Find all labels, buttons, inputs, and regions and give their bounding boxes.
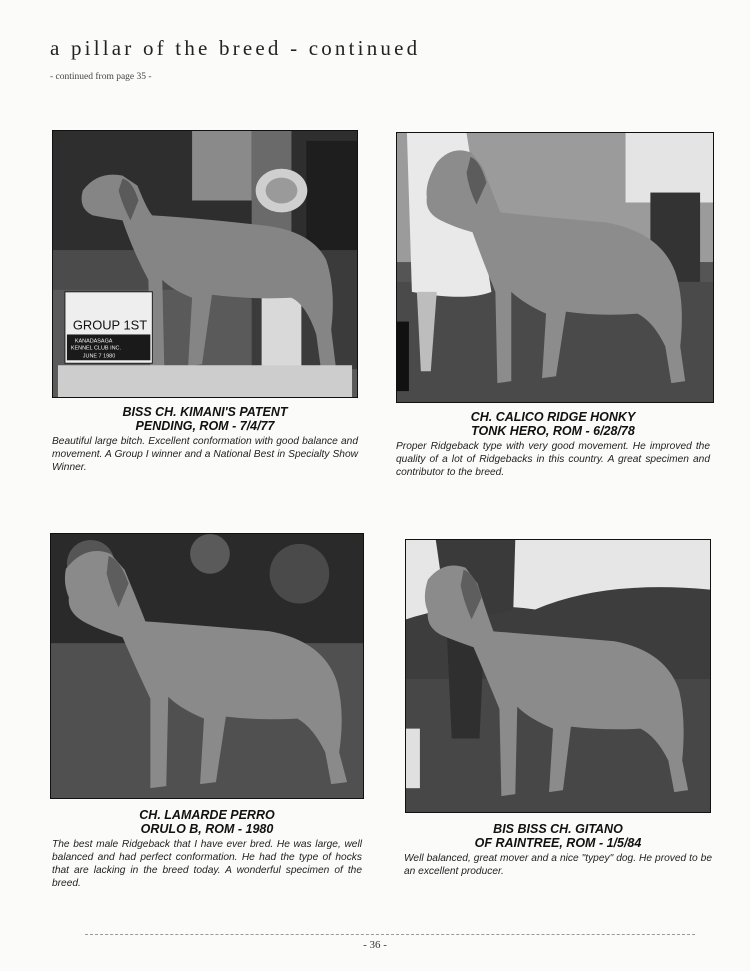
caption-title-line1: CH. LAMARDE PERRO: [139, 808, 275, 822]
dog-photo-1: [53, 131, 357, 397]
caption-title: [396, 410, 710, 438]
sign-line-1: KANADASAGA: [74, 338, 113, 345]
caption-title-line2: OF RAINTREE, ROM - 1/5/84: [474, 836, 642, 850]
caption-title-line2: ORULO B, ROM - 1980: [140, 822, 274, 836]
caption-calico-ridge: [396, 410, 710, 479]
page-title: a pillar of the breed - continued: [50, 36, 421, 60]
photo-lamarde: [50, 533, 364, 799]
caption-title-line2: PENDING, ROM - 7/4/77: [135, 419, 275, 433]
caption-title: [52, 808, 362, 836]
photo-kimani: [52, 130, 358, 398]
page-number: - 36 -: [363, 939, 387, 951]
photo-calico-ridge: [396, 132, 714, 403]
caption-body: Beautiful large bitch. Excellent conformation with good balance and movement. A Group I winner and a National Best in Specialty Show Winner.: [52, 436, 358, 473]
caption-title-line1: CH. CALICO RIDGE HONKY: [470, 410, 636, 424]
caption-kimani: [52, 405, 358, 474]
caption-title: [52, 405, 358, 433]
continued-note: - continued from page 35 -: [50, 72, 152, 82]
caption-lamarde: [52, 808, 362, 890]
sign-line-3: JUNE 7 1980: [82, 353, 116, 360]
photo-gitano: [405, 539, 711, 813]
dog-photo-4: [406, 540, 710, 812]
sign-line-2: KENNEL CLUB INC.: [70, 345, 122, 352]
caption-title-line2: TONK HERO, ROM - 6/28/78: [471, 424, 635, 438]
caption-title: [404, 822, 712, 850]
caption-body: Well balanced, great mover and a nice "typey" dog. He proved to be an excellent producer.: [404, 853, 712, 877]
sign-group-text: GROUP 1ST: [72, 317, 148, 333]
dog-photo-3: [51, 534, 363, 798]
caption-title-line1: BISS CH. KIMANI'S PATENT: [122, 405, 288, 419]
footer-divider: [85, 934, 695, 935]
dog-photo-2: [397, 133, 713, 402]
caption-body: Proper Ridgeback type with very good movement. He improved the quality of a lot of Ridgebacks in this country. A great specimen and contributor to the breed.: [396, 441, 710, 478]
caption-body: The best male Ridgeback that I have ever bred. He was large, well balanced and had perfect conformation. He had the type of hocks that are lacking in the breed today. A wonderful specimen of the breed.: [52, 839, 362, 889]
caption-title-line1: BIS BISS CH. GITANO: [493, 822, 623, 836]
caption-gitano: [404, 822, 712, 878]
